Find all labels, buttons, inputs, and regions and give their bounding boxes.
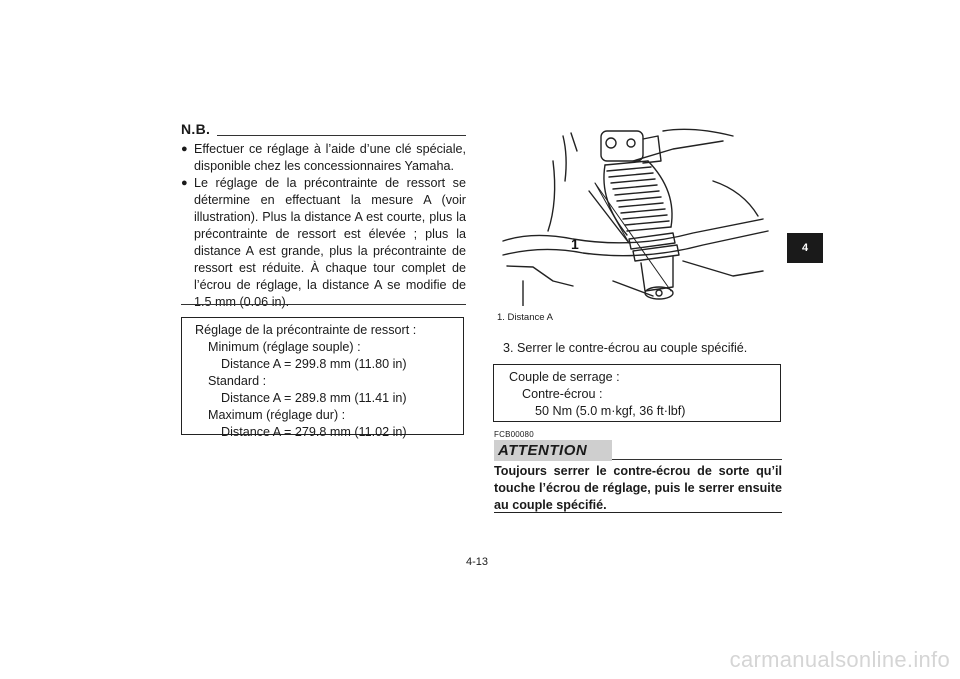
shock-absorber-drawing (493, 121, 779, 306)
attention-text: Toujours serrer le contre-écrou de sorte qu’il touche l’écrou de réglage, puis le serrer ensuite au couple spécifié. (494, 464, 782, 512)
chapter-tab: 4 (787, 233, 823, 263)
torque-value: 50 Nm (5.0 m·kgf, 36 ft·lbf) (535, 404, 686, 418)
spec-std-value: Distance A = 289.8 mm (11.41 in) (221, 391, 407, 405)
attention-bottom-rule (494, 512, 782, 513)
spring-preload-spec-box (181, 317, 464, 439)
nb-header (181, 121, 466, 139)
watermark: carmanualsonline.info (729, 647, 950, 672)
nb-bottom-rule (181, 304, 466, 305)
spec-min-value: Distance A = 299.8 mm (11.80 in) (221, 357, 407, 371)
step-3: 3. Serrer le contre-écrou au couple spécifié. (503, 341, 748, 355)
attention-code: FCB00080 (494, 430, 534, 439)
nb-list (181, 141, 466, 311)
spec-title: Réglage de la précontrainte de ressort : (195, 323, 417, 337)
attention-badge: ATTENTION (494, 440, 612, 461)
nb-header-rule (217, 135, 466, 136)
nb-item: ● Le réglage de la précontrainte de ressort se détermine en effectuant la mesure A (voir illustration). Plus la distance A est courte, plus la précontrainte de ressort est élevée ; plus la distance A est grande, plus la précontrainte de ressort est réduite. À chaque tour complet de l’écrou de réglage, la distance A se modifie de 1.5 mm (0.06 in). (181, 176, 466, 309)
shock-absorber-illustration (493, 121, 779, 306)
bullet-icon: ● (181, 177, 188, 189)
bullet-icon: ● (181, 143, 188, 155)
nb-item: ● Effectuer ce réglage à l’aide d’une clé spéciale, disponible chez les concessionnaires Yamaha. (181, 142, 466, 173)
spec-std-label: Standard : (208, 374, 267, 388)
spec-min-label: Minimum (réglage souple) : (208, 340, 361, 354)
attention-header (494, 440, 782, 462)
spec-max-value: Distance A = 279.8 mm (11.02 in) (221, 425, 407, 439)
callout-1: 1 (571, 236, 579, 252)
figure-caption: 1. Distance A (497, 312, 553, 323)
torque-title: Couple de serrage : (509, 370, 620, 384)
spec-max-label: Maximum (réglage dur) : (208, 408, 346, 422)
torque-item: Contre-écrou : (522, 387, 603, 401)
nb-title: N.B. (181, 121, 211, 137)
attention-header-rule (612, 459, 782, 460)
page-number: 4-13 (466, 556, 489, 568)
tightening-torque-box (493, 364, 781, 422)
